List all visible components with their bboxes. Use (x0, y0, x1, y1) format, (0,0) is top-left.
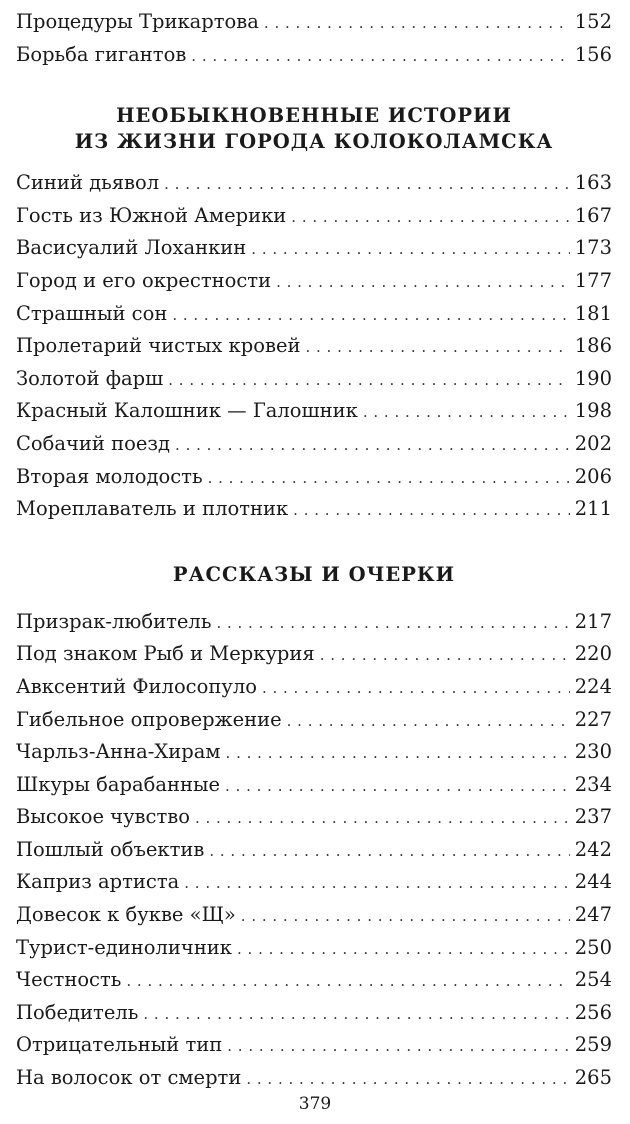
toc-entry-page: 181 (574, 301, 612, 325)
toc-entry-title: Пролетарий чистых кровей (16, 334, 301, 358)
toc-dot-leader (126, 965, 569, 998)
toc-entry-title: Каприз артиста (16, 870, 180, 894)
toc-dot-leader (251, 233, 569, 266)
toc-dot-leader (184, 867, 570, 900)
toc-dot-leader (216, 607, 569, 640)
toc-entry (16, 704, 612, 737)
toc-dot-leader (164, 168, 570, 201)
toc-entry-page: 202 (574, 431, 612, 455)
toc-entry-page: 173 (574, 236, 612, 260)
toc-entry-page: 220 (574, 642, 612, 666)
toc-entry (16, 167, 612, 200)
toc-entry-page: 206 (574, 464, 612, 488)
toc-entry (16, 493, 612, 526)
toc-dot-leader (143, 998, 569, 1031)
toc-entry-page: 242 (574, 837, 612, 861)
toc-entry-page: 254 (574, 968, 612, 992)
toc-entry (16, 1029, 612, 1062)
toc-entry (16, 964, 612, 997)
toc-dot-leader (262, 672, 570, 705)
toc-entry-page: 234 (574, 772, 612, 796)
toc-dot-leader (363, 396, 570, 429)
toc-entry-page: 250 (574, 935, 612, 959)
toc-dot-leader (305, 331, 569, 364)
toc-entry (16, 298, 612, 331)
toc-entry (16, 39, 612, 72)
toc-entry (16, 265, 612, 298)
toc-entry-title: Авксентий Филосопуло (16, 674, 257, 698)
toc-entry-title: Гибельное опровержение (16, 707, 282, 731)
toc-page (16, 6, 612, 1095)
toc-entry (16, 801, 612, 834)
toc-entry (16, 736, 612, 769)
toc-entry-page: 198 (574, 399, 612, 423)
section-heading (16, 562, 612, 588)
toc-dot-leader (293, 494, 570, 527)
section-heading (16, 103, 612, 155)
toc-entry (16, 363, 612, 396)
toc-dot-leader (276, 266, 570, 299)
toc-dot-leader (246, 1063, 569, 1096)
toc-list-section-1 (16, 167, 612, 526)
toc-entry-title: Призрак-любитель (16, 609, 212, 633)
toc-dot-leader (172, 299, 569, 332)
toc-entry-page: 259 (574, 1033, 612, 1057)
toc-entry (16, 834, 612, 867)
toc-entry (16, 1062, 612, 1095)
toc-entry-title: Чарльз-Анна-Хирам (16, 740, 221, 764)
toc-entry-page: 247 (574, 903, 612, 927)
toc-entry-title: Турист-единоличник (16, 935, 232, 959)
toc-list-intro (16, 6, 612, 71)
toc-entry-page: 152 (574, 10, 612, 33)
toc-dot-leader (175, 429, 570, 462)
toc-entry-page: 237 (574, 805, 612, 829)
toc-dot-leader (191, 40, 569, 73)
toc-entry-title: На волосок от смерти (16, 1066, 242, 1090)
toc-entry (16, 6, 612, 39)
toc-entry-title: Победитель (16, 1000, 139, 1024)
toc-entry-page: 224 (574, 674, 612, 698)
toc-entry (16, 671, 612, 704)
toc-dot-leader (241, 900, 570, 933)
toc-entry-title: Васисуалий Лоханкин (16, 236, 247, 260)
toc-entry (16, 200, 612, 233)
toc-entry (16, 606, 612, 639)
toc-entry (16, 395, 612, 428)
toc-dot-leader (209, 835, 569, 868)
toc-entry-title: Под знаком Рыб и Меркурия (16, 642, 315, 666)
toc-entry-page: 265 (574, 1066, 612, 1090)
toc-entry (16, 997, 612, 1030)
toc-entry-title: Честность (16, 968, 122, 992)
toc-entry-title: Пошлый объектив (16, 837, 205, 861)
section-heading-line: НЕОБЫКНОВЕННЫЕ ИСТОРИИ (116, 104, 512, 128)
toc-dot-leader (237, 933, 570, 966)
toc-entry-title: Гость из Южной Америки (16, 203, 287, 227)
toc-entry (16, 461, 612, 494)
toc-dot-leader (208, 462, 570, 495)
toc-list-section-2 (16, 606, 612, 1095)
toc-dot-leader (168, 364, 570, 397)
toc-dot-leader (226, 737, 570, 770)
toc-entry-title: Синий дьявол (16, 171, 160, 195)
toc-entry-page: 177 (574, 268, 612, 292)
toc-dot-leader (320, 639, 570, 672)
toc-entry-page: 163 (574, 171, 612, 195)
toc-entry-page: 227 (574, 707, 612, 731)
toc-entry-title: Довесок к букве «Щ» (16, 903, 236, 927)
toc-entry (16, 330, 612, 363)
toc-entry-page: 167 (574, 203, 612, 227)
page-number: 379 (298, 1094, 332, 1114)
toc-entry-page: 211 (574, 497, 612, 521)
toc-dot-leader (264, 7, 570, 40)
toc-entry (16, 932, 612, 965)
toc-dot-leader (287, 705, 570, 738)
toc-entry (16, 232, 612, 265)
toc-entry-page: 256 (574, 1000, 612, 1024)
toc-entry-title: Вторая молодость (16, 464, 203, 488)
toc-entry-title: Борьба гигантов (16, 42, 187, 66)
toc-entry-title: Страшный сон (16, 301, 168, 325)
section-heading-line: ИЗ ЖИЗНИ ГОРОДА КОЛОКОЛАМСКА (74, 130, 554, 154)
toc-entry-title: Собачий поезд (16, 431, 171, 455)
toc-entry-title: Мореплаватель и плотник (16, 497, 289, 521)
toc-entry-page: 186 (574, 334, 612, 358)
toc-dot-leader (225, 770, 570, 803)
toc-entry-page: 244 (574, 870, 612, 894)
toc-entry-title: Красный Калошник — Галошник (16, 399, 358, 423)
toc-entry (16, 428, 612, 461)
toc-dot-leader (227, 1030, 570, 1063)
toc-entry-title: Шкуры барабанные (16, 772, 221, 796)
toc-entry-page: 190 (574, 366, 612, 390)
toc-entry-title: Процедуры Трикартова (16, 10, 259, 33)
toc-entry-title: Высокое чувство (16, 805, 190, 829)
toc-entry-page: 230 (574, 740, 612, 764)
toc-dot-leader (195, 802, 570, 835)
toc-dot-leader (291, 201, 569, 234)
toc-entry (16, 638, 612, 671)
section-heading-line: РАССКАЗЫ И ОЧЕРКИ (172, 562, 456, 586)
toc-entry-title: Отрицательный тип (16, 1033, 223, 1057)
toc-entry-title: Город и его окрестности (16, 268, 272, 292)
toc-entry (16, 866, 612, 899)
toc-entry-page: 217 (574, 609, 612, 633)
toc-entry (16, 899, 612, 932)
toc-entry-title: Золотой фарш (16, 366, 164, 390)
toc-entry (16, 769, 612, 802)
toc-entry-page: 156 (574, 42, 612, 66)
